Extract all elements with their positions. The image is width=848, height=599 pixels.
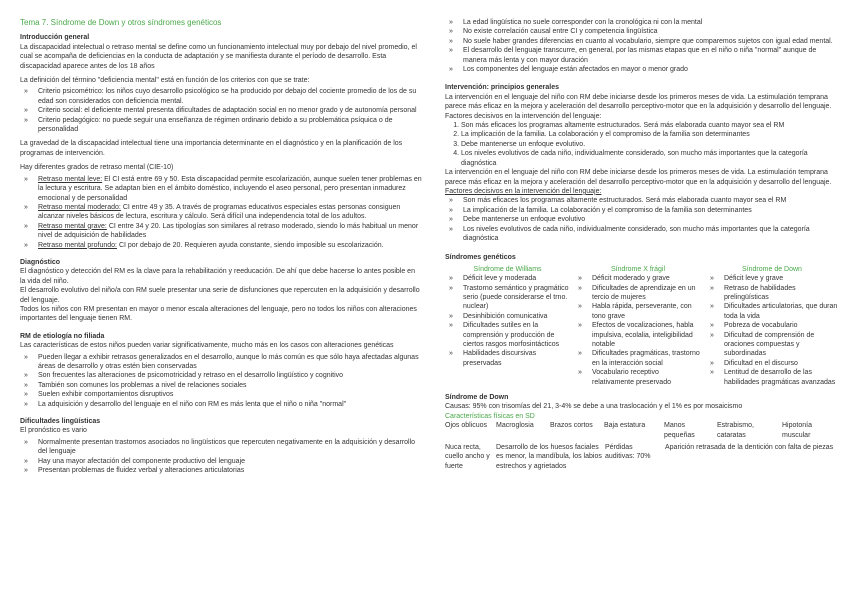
intervention-heading: Intervención: principios generales (445, 84, 559, 92)
list-item: » La edad lingüística no suele corresponder con la cronológica ni con la mental (445, 18, 835, 27)
definition-paragraph: La definición del término "deficiencia mental" está en función de los criterios con que se trate: (20, 77, 310, 85)
list-item: » Presentan problemas de fluidez verbal y alteraciones articulatorias (20, 466, 422, 475)
trait-cell: Manos pequeñas (664, 422, 695, 439)
list-item: » Dificultad de comprensión de oraciones compuestas y subordinadas (706, 331, 838, 359)
etiology-paragraph: Las características de estos niños pueden variar significativamente, mucho más en los casos con alteraciones genéticas (20, 342, 394, 350)
criteria-list (20, 87, 422, 134)
list-item: » Pueden llegar a exhibir retrasos generalizados en el desarrollo, aunque lo más común es que sólo haya afectadas algunas áreas de desarrollo y otras estén bien conservadas (20, 353, 422, 372)
trait-cell: Estrabismo, cataratas (717, 422, 754, 439)
williams-list (445, 274, 570, 387)
difficulties-paragraph: El pronóstico es vario (20, 427, 87, 435)
left-column (20, 0, 422, 475)
trait-cell: Pérdidas auditivas: 70% (605, 444, 651, 461)
list-item: 3. Debe mantenerse un enfoque evolutivo. (461, 140, 835, 149)
trait-cell: Brazos cortos (550, 422, 593, 430)
right-column (445, 18, 838, 471)
list-item: » Lentitud de desarrollo de las habilidades pragmáticas avanzadas (706, 368, 838, 387)
list-item: » Son frecuentes las alteraciones de psicomotricidad y retraso en el desarrollo lingüístico y cognitivo (20, 371, 422, 380)
list-item: » Habla rápida, perseverante, con tono grave (574, 302, 702, 321)
trait-cell: Macroglosia (496, 422, 534, 430)
list-item: » Hay una mayor afectación del componente productivo del lenguaje (20, 457, 422, 466)
syndromes-table (445, 265, 838, 387)
down-heading: Síndrome de Down (445, 394, 509, 402)
factors-list (445, 196, 835, 243)
etiology-heading: RM de etiología no filiada (20, 332, 105, 340)
factors-label: Factores decisivos en la intervención del lenguaje: (445, 112, 602, 120)
fragile-x-list (574, 274, 702, 387)
list-item: 4. Los niveles evolutivos de cada niño, individualmente considerado, son mucho más importantes que la categoría diagnóstica (461, 149, 835, 168)
list-item: » Retraso de habilidades prelingüísticas (706, 284, 838, 303)
trait-cell: Nuca recta, cuello ancho y fuerte (445, 444, 490, 470)
intro-heading: Introducción general (20, 34, 90, 42)
list-item (20, 203, 422, 222)
list-item: » Criterio pedagógico: no puede seguir una enseñanza de régimen ordinario debido a su problemática psíquica o de personalidad (20, 116, 422, 135)
severity-paragraph: La gravedad de la discapacidad intelectual tiene una importancia determinante en el diagnóstico y en la planificación de los programas de intervención. (20, 140, 403, 157)
etiology-list (20, 353, 422, 409)
grade-text: CI entre 49 y 35. A través de programas educativos especiales estas personas consiguen alcanzar niveles básicos de lectura, escritura y cálculo. Será difícil una independencia total de los adultos. (38, 203, 401, 221)
fragile-x-title: Síndrome X frágil (610, 265, 666, 273)
trait-cell: Aparición retrasada de la dentición con falta de piezas (665, 444, 834, 452)
list-item: » Los niveles evolutivos de cada niño, individualmente considerado, son mucho más importantes que la categoría diagnóstica (445, 225, 835, 244)
factors-label: Factores decisivos en la intervención del lenguaje: (445, 187, 602, 195)
diagnosis-paragraph: El diagnóstico y detección del RM es la clave para la rehabilitación y reeducación. De ahí que debe hacerse lo antes posible en la vida del niño. (20, 268, 415, 285)
list-item: » Pobreza de vocabulario (706, 321, 838, 330)
list-item: » El desarrollo del lenguaje transcurre, en general, por las mismas etapas que en el niño o niña "normal" aunque de manera más lenta y con mayor duración (445, 46, 835, 65)
grade-name: Retraso mental profundo: (38, 241, 117, 249)
list-item: » Dificultades pragmáticas, trastorno en la interacción social (574, 349, 702, 368)
trait-cell: Desarrollo de los huesos faciales es menor, la mandíbula, los labios estrechos y agrietados (496, 444, 602, 470)
down-list (706, 274, 838, 387)
diagnosis-heading: Diagnóstico (20, 258, 61, 266)
down-title: Síndrome de Down (742, 265, 802, 273)
grade-name: Retraso mental leve: (38, 175, 103, 183)
trait-cell: Ojos oblicuos (445, 422, 488, 430)
list-item (20, 222, 422, 241)
list-item: » Dificultades sutiles en la comprensión y producción de ciertos rasgos morfosintácticos (445, 321, 570, 349)
williams-title: Síndrome de Williams (473, 265, 542, 273)
difficulties-heading: Dificultades lingüísticas (20, 418, 101, 426)
factors-numbered-list (445, 121, 835, 168)
list-item: » Dificultades de aprendizaje en un tercio de mujeres (574, 284, 702, 303)
list-item (20, 175, 422, 203)
list-item: » Debe mantenerse un enfoque evolutivo (445, 215, 835, 224)
grade-name: Retraso mental grave: (38, 222, 107, 230)
grade-text: CI entre 34 y 20. Las tipologías son similares al retraso moderado, siendo lo más habitual un menor nivel de adquisición de habilidades (38, 222, 419, 240)
list-item: » Déficit moderado y grave (574, 274, 702, 283)
intervention-paragraph: La intervención en el lenguaje del niño con RM debe iniciarse desde los primeros meses de vida. La estimulación temprana parece más eficaz en la mejora y aceleración del desarrollo perceptivo-motor que en la adquisición y desarrollo del lenguaje. (445, 169, 832, 186)
physical-traits-row (445, 443, 835, 471)
document-title: Tema 7. Síndrome de Down y otros síndromes genéticos (20, 18, 222, 27)
list-item: » Habilidades discursivas preservadas (445, 349, 570, 368)
grades-intro: Hay diferentes grados de retraso mental (CIE-10) (20, 164, 174, 172)
trait-cell: Hipotonía muscular (782, 422, 812, 439)
list-item: » También son comunes los problemas a nivel de relaciones sociales (20, 381, 422, 390)
physical-traits-row (445, 421, 835, 440)
list-item: » Dificultades articulatorias, que duran toda la vida (706, 302, 838, 321)
list-item: » No suele haber grandes diferencias en cuanto al vocabulario, siempre que comparemos sujetos con igual edad mental. (445, 37, 835, 46)
list-item: » Dificultad en el discurso (706, 359, 838, 368)
difficulties-list-continued (445, 18, 835, 74)
list-item: » La adquisición y desarrollo del lenguaje en el niño con RM es más lenta que el niño o niña "normal" (20, 400, 422, 409)
physical-traits-label: Características físicas en SD (445, 412, 535, 420)
list-item: » Suelen exhibir comportamientos disruptivos (20, 390, 422, 399)
syndromes-heading: Síndromes genéticos (445, 254, 516, 262)
grade-text: El CI está entre 69 y 50. Esta discapacidad permite escolarización, aunque suelen tener problemas en la lectura y escritura. Se adaptan bien en el ámbito doméstico, incluyendo el aseo personal, pero presentan inmadurez emocional y de personalidad (38, 175, 422, 202)
list-item: » Desinhibición comunicativa (445, 312, 570, 321)
list-item: » Vocabulario receptivo relativamente preservado (574, 368, 702, 387)
list-item: » Criterio social: el deficiente mental presenta dificultades de adaptación social en no menor grado y de autonomía personal (20, 106, 422, 115)
list-item: » No existe correlación causal entre CI y competencia lingüística (445, 27, 835, 36)
list-item: » Déficit leve y moderada (445, 274, 570, 283)
list-item (20, 241, 422, 250)
diagnosis-paragraph: El desarrollo evolutivo del niño/a con RM suele presentar una serie de disfunciones que repercuten en la adquisición y desarrollo del lenguaje. (20, 287, 420, 304)
list-item: » Los componentes del lenguaje están afectados en mayor o menor grado (445, 65, 835, 74)
intro-paragraph: La discapacidad intelectual o retraso mental se define como un funcionamiento intelectual muy por debajo del nivel promedio, el cual se acompaña de deficiencias en la conducta de adaptación y se manifiesta durante el período de desarrollo. Esta discapacidad aparece antes de los 18 años (20, 43, 417, 70)
list-item: » Efectos de vocalizaciones, habla impulsiva, ecolalia, inteligibilidad notable (574, 321, 702, 349)
list-item: » Trastorno semántico y pragmático serio (puede considerarse el trno. nuclear) (445, 284, 570, 312)
grade-text: CI por debajo de 20. Requieren ayuda constante, siendo imposible su escolarización. (117, 241, 384, 249)
list-item: 1. Son más eficaces los programas altamente estructurados. Será más elaborada cuanto mayor sea el RM (461, 121, 835, 130)
down-causes: Causas: 95% con trisomías del 21, 3-4% se debe a una traslocación y el 1% es por mosaicismo (445, 403, 743, 411)
diagnosis-paragraph: Todos los niños con RM presentan en mayor o menor escala alteraciones del lenguaje, pero no todos los niños con alteraciones importantes del lenguaje tienen RM. (20, 305, 417, 323)
intervention-paragraph: La intervención en el lenguaje del niño con RM debe iniciarse desde los primeros meses de vida. La estimulación temprana parece más eficaz en la mejora y aceleración del desarrollo perceptivo-motor que en la adquisición y desarrollo del lenguaje. (445, 93, 832, 111)
grades-list (20, 175, 422, 250)
grade-name: Retraso mental moderado: (38, 203, 121, 211)
list-item: » Criterio psicométrico: los niños cuyo desarrollo psicológico se ha producido por debajo del cociente promedio de los de su edad son considerados con deficiencia mental. (20, 87, 422, 106)
list-item: » La implicación de la familia. La colaboración y el compromiso de la familia son determinantes (445, 206, 835, 215)
trait-cell: Baja estatura (604, 422, 646, 430)
list-item: » Déficit leve y grave (706, 274, 838, 283)
difficulties-list (20, 438, 422, 476)
list-item: 2. La implicación de la familia. La colaboración y el compromiso de la familia son determinantes (461, 130, 835, 139)
list-item: » Son más eficaces los programas altamente estructurados. Será más elaborada cuanto mayor sea el RM (445, 196, 835, 205)
list-item: » Normalmente presentan trastornos asociados no lingüísticos que repercuten negativamente en la adquisición y desarrollo del lenguaje (20, 438, 422, 457)
